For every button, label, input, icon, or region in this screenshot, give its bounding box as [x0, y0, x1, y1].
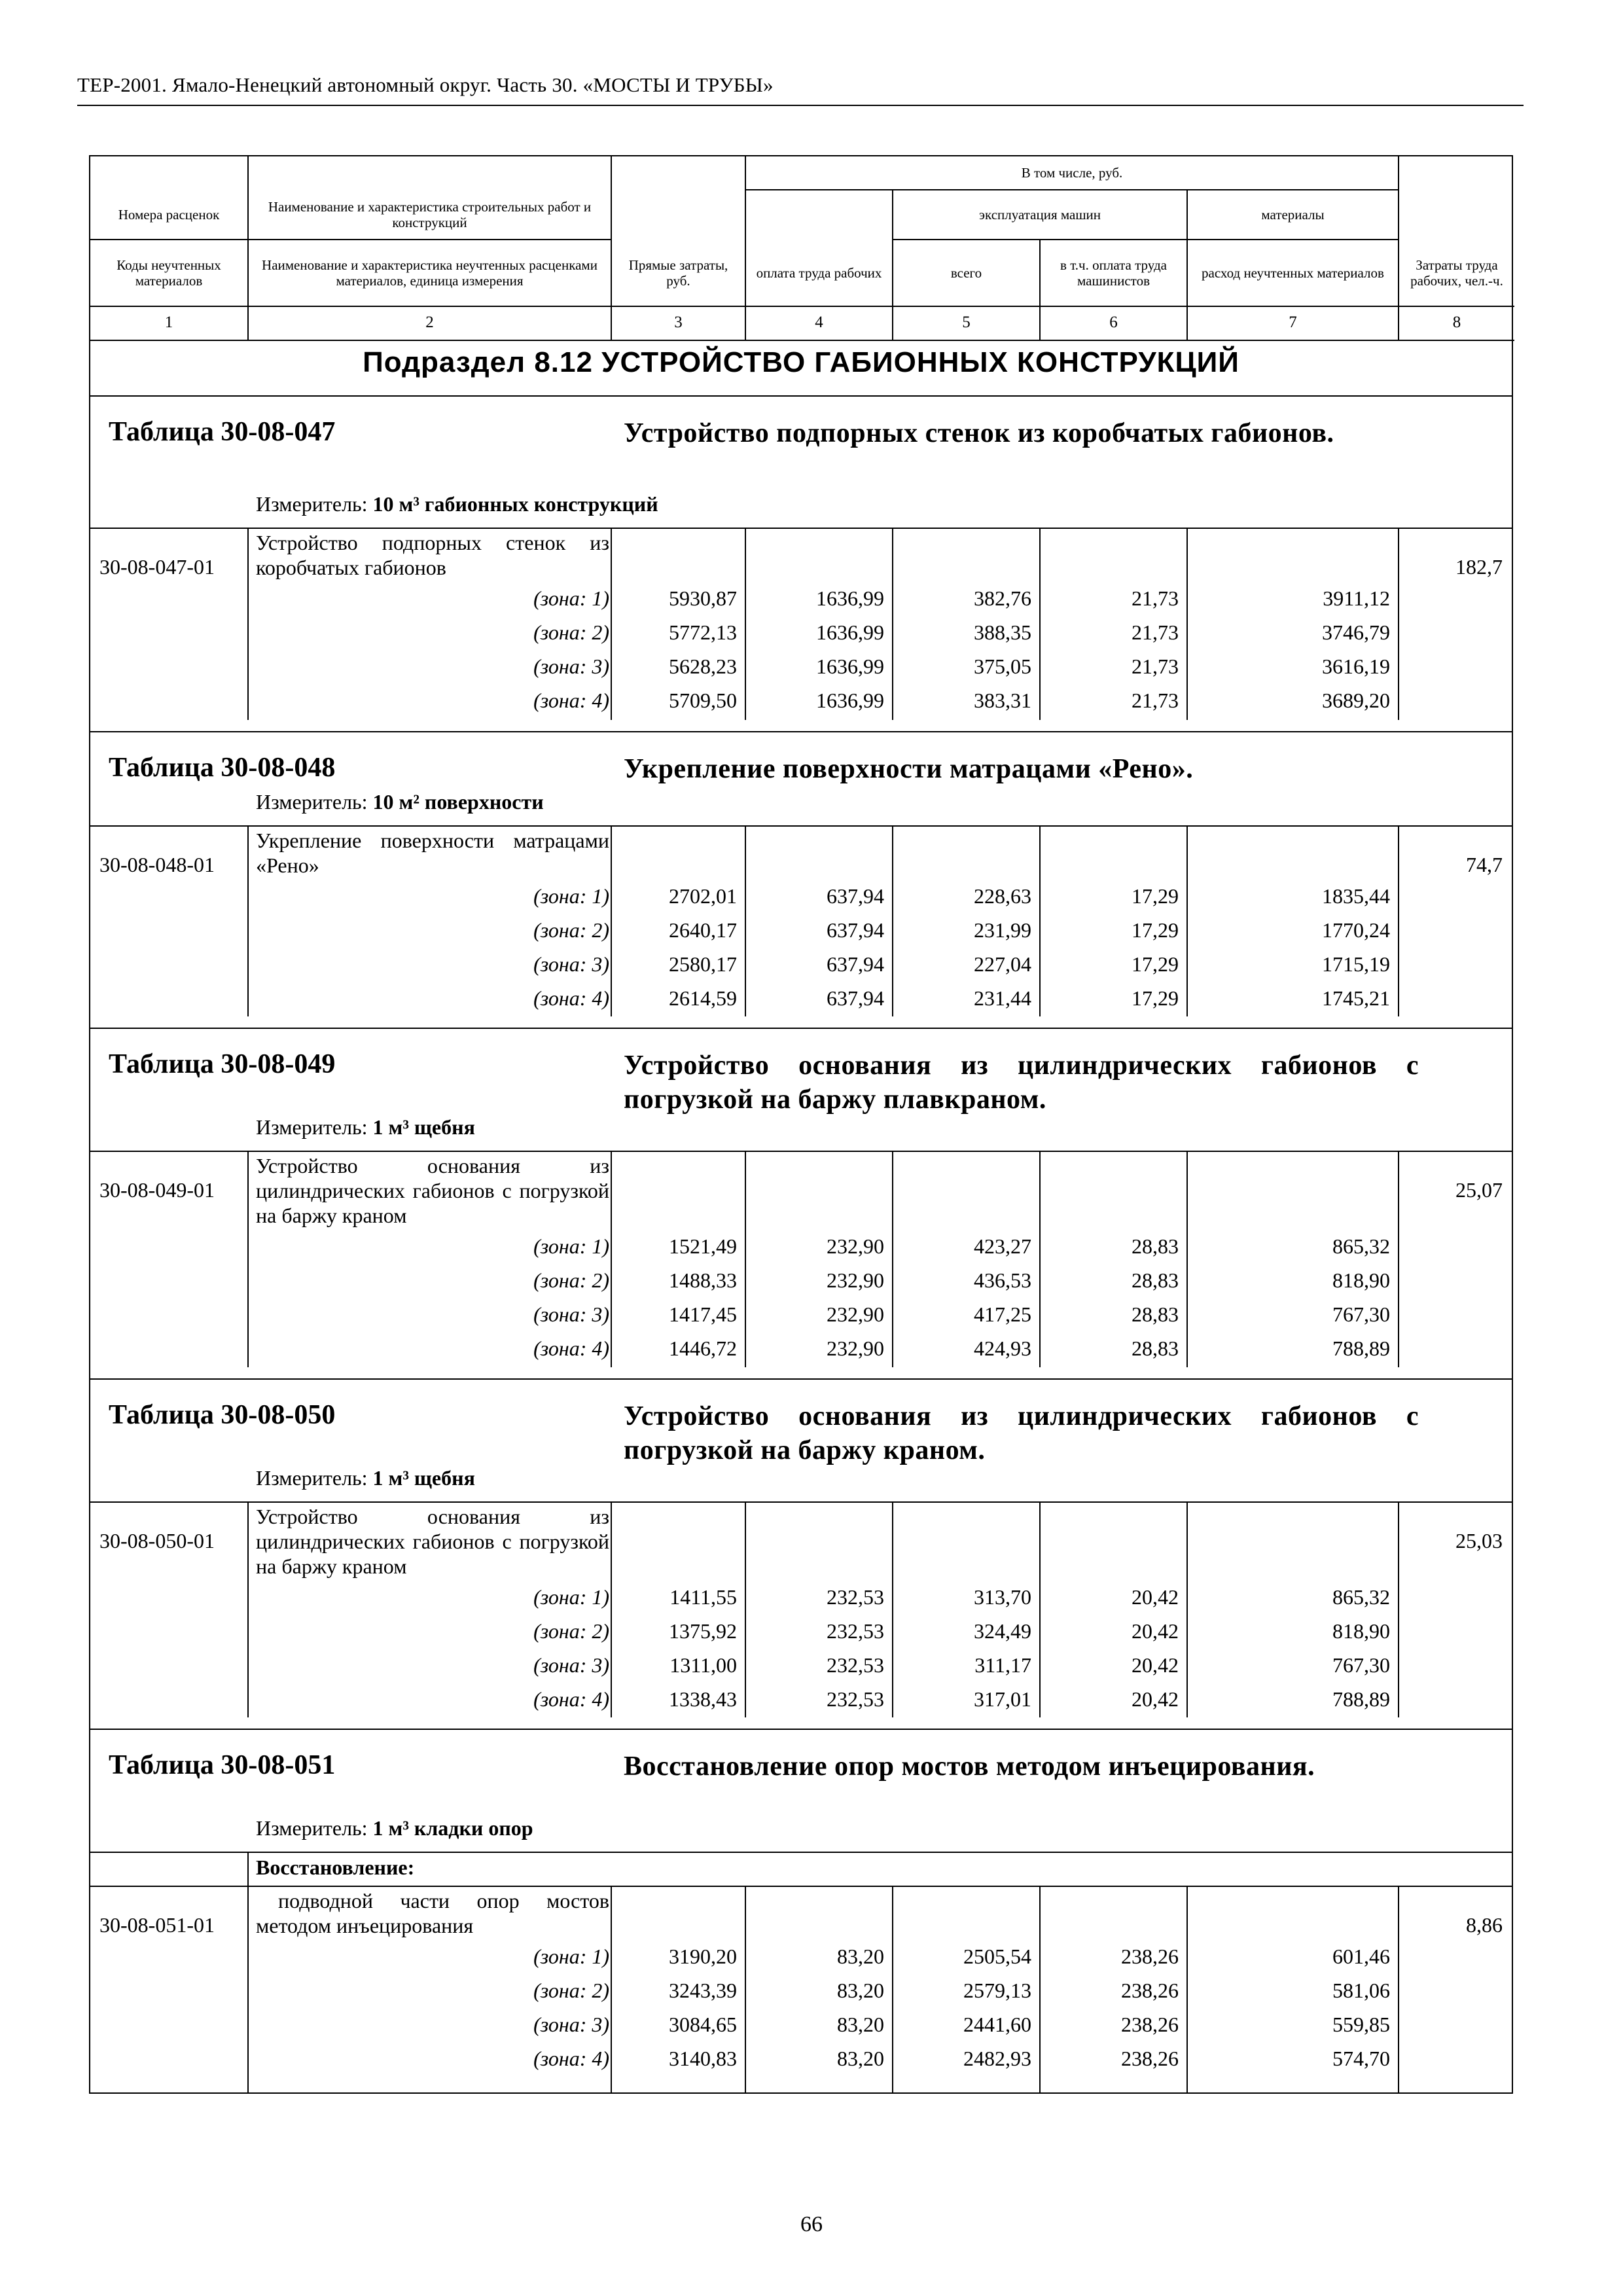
value-mach: 324,49 [974, 1619, 1031, 1643]
zone-row [90, 879, 1512, 913]
value-mach-wages: 238,26 [1121, 2013, 1179, 2036]
zone-row [90, 1939, 1512, 1973]
value-mach-wages: 238,26 [1121, 1945, 1179, 1968]
unit-label: Измеритель: [256, 1466, 368, 1490]
zone-row [90, 1263, 1512, 1297]
value-mach: 388,35 [974, 620, 1031, 644]
value-wages: 232,90 [827, 1268, 884, 1292]
table-separator [90, 1028, 1512, 1029]
unit-of-measure [256, 790, 544, 814]
value-mach: 231,44 [974, 986, 1031, 1010]
zone-row [90, 913, 1512, 947]
table-separator [90, 731, 1512, 732]
value-mach: 424,93 [974, 1336, 1031, 1360]
value-wages: 1636,99 [816, 689, 884, 712]
header-col2-top: Наименование и характеристика строительных работ и конструкций [268, 199, 592, 230]
row-rule [90, 1501, 1512, 1503]
zone-label: (зона: 2) [533, 620, 609, 644]
unit-label: Измеритель: [256, 1115, 368, 1139]
value-wages: 637,94 [827, 884, 884, 908]
zone-row [90, 615, 1512, 649]
value-wages: 232,90 [827, 1302, 884, 1326]
value-wages: 232,53 [827, 1653, 884, 1677]
value-materials: 3746,79 [1322, 620, 1390, 644]
column-line [247, 1852, 249, 1886]
zone-label: (зона: 3) [533, 2013, 609, 2036]
header-grid-line [90, 340, 1514, 341]
zone-row [90, 1297, 1512, 1331]
header-machines: эксплуатация машин [979, 207, 1101, 223]
value-direct: 5772,13 [669, 620, 737, 644]
column-number: 7 [1289, 314, 1297, 331]
labor-cost: 8,86 [1466, 1913, 1503, 1937]
value-materials: 601,46 [1332, 1945, 1390, 1968]
value-materials: 3616,19 [1322, 655, 1390, 678]
value-direct: 1311,00 [669, 1653, 737, 1677]
value-mach: 383,31 [974, 689, 1031, 712]
zone-label: (зона: 4) [533, 689, 609, 712]
unit-value: 1 м³ кладки опор [372, 1816, 533, 1840]
unit-value: 10 м² поверхности [372, 790, 544, 814]
value-wages: 232,53 [827, 1687, 884, 1711]
value-mach: 436,53 [974, 1268, 1031, 1292]
header-col2-bottom: Наименование и характеристика неучтенных расценками материалов, единица измерения [262, 257, 597, 289]
zone-label: (зона: 4) [533, 1687, 609, 1711]
zone-row [90, 2007, 1512, 2041]
value-direct: 3084,65 [669, 2013, 737, 2036]
value-direct: 5628,23 [669, 655, 737, 678]
value-wages: 1636,99 [816, 655, 884, 678]
value-wages: 83,20 [837, 2013, 884, 2036]
value-wages: 232,90 [827, 1234, 884, 1258]
value-materials: 581,06 [1332, 1979, 1390, 2002]
table-number: Таблица 30-08-049 [109, 1049, 336, 1079]
value-mach: 227,04 [974, 952, 1031, 976]
table-separator [90, 1378, 1512, 1380]
value-mach-wages: 28,83 [1132, 1336, 1179, 1360]
header-col1-bottom: Коды неучтенных материалов [116, 257, 221, 289]
value-materials: 1770,24 [1322, 918, 1390, 942]
zone-label: (зона: 2) [533, 918, 609, 942]
value-direct: 1521,49 [669, 1234, 737, 1258]
value-direct: 1446,72 [669, 1336, 737, 1360]
value-mach-wages: 238,26 [1121, 1979, 1179, 2002]
value-mach: 228,63 [974, 884, 1031, 908]
header-col4: оплата труда рабочих [756, 265, 882, 281]
zone-label: (зона: 1) [533, 884, 609, 908]
value-materials: 1745,21 [1322, 986, 1390, 1010]
zone-row [90, 1580, 1512, 1614]
value-materials: 574,70 [1332, 2047, 1390, 2070]
value-mach: 2441,60 [963, 2013, 1031, 2036]
unit-of-measure [256, 1466, 475, 1490]
price-table [89, 155, 1513, 2094]
value-mach-wages: 17,29 [1132, 918, 1179, 942]
row-rule [90, 1151, 1512, 1152]
value-wages: 1636,99 [816, 586, 884, 610]
zone-row [90, 1614, 1512, 1648]
value-mach: 317,01 [974, 1687, 1031, 1711]
value-direct: 1338,43 [669, 1687, 737, 1711]
value-mach-wages: 17,29 [1132, 952, 1179, 976]
table-title: Устройство основания из цилиндрических габионов с погрузкой на баржу краном. [624, 1401, 1419, 1465]
value-mach-wages: 21,73 [1132, 620, 1179, 644]
rate-description: Устройство основания из цилиндрических габионов с погрузкой на баржу краном [256, 1154, 609, 1227]
value-mach-wages: 20,42 [1132, 1653, 1179, 1677]
value-materials: 1835,44 [1322, 884, 1390, 908]
zone-row [90, 581, 1512, 615]
value-mach: 423,27 [974, 1234, 1031, 1258]
value-mach-wages: 17,29 [1132, 986, 1179, 1010]
zone-label: (зона: 1) [533, 1945, 609, 1968]
value-wages: 83,20 [837, 1979, 884, 2002]
column-number: 6 [1109, 314, 1118, 331]
value-mach-wages: 28,83 [1132, 1234, 1179, 1258]
table-number: Таблица 30-08-051 [109, 1750, 336, 1780]
header-materials: материалы [1261, 207, 1325, 223]
value-mach-wages: 17,29 [1132, 884, 1179, 908]
value-materials: 865,32 [1332, 1585, 1390, 1609]
zone-label: (зона: 2) [533, 1619, 609, 1643]
value-mach: 417,25 [974, 1302, 1031, 1326]
value-materials: 1715,19 [1322, 952, 1390, 976]
labor-cost: 74,7 [1466, 853, 1503, 876]
value-mach-wages: 20,42 [1132, 1687, 1179, 1711]
value-mach: 231,99 [974, 918, 1031, 942]
row-rule [90, 528, 1512, 529]
value-mach-wages: 21,73 [1132, 655, 1179, 678]
table-number: Таблица 30-08-050 [109, 1400, 336, 1430]
row-rule [90, 1886, 1512, 1887]
zone-label: (зона: 1) [533, 586, 609, 610]
zone-label: (зона: 1) [533, 1585, 609, 1609]
column-number: 5 [962, 314, 971, 331]
value-materials: 767,30 [1332, 1653, 1390, 1677]
zone-label: (зона: 3) [533, 1653, 609, 1677]
value-mach: 313,70 [974, 1585, 1031, 1609]
value-materials: 788,89 [1332, 1687, 1390, 1711]
value-mach-wages: 28,83 [1132, 1302, 1179, 1326]
zone-row [90, 1973, 1512, 2007]
zone-row [90, 2041, 1512, 2075]
table-separator [90, 1729, 1512, 1730]
value-materials: 767,30 [1332, 1302, 1390, 1326]
subsection-title: Подраздел 8.12 УСТРОЙСТВО ГАБИОННЫХ КОНСТРУКЦИЙ [363, 346, 1240, 378]
header-col6: в т.ч. оплата труда машинистов [1060, 257, 1167, 289]
row-rule [90, 1852, 1512, 1853]
zone-label: (зона: 4) [533, 2047, 609, 2070]
value-direct: 1411,55 [669, 1585, 737, 1609]
value-materials: 818,90 [1332, 1619, 1390, 1643]
header-incl: В том числе, руб. [1021, 165, 1123, 181]
value-wages: 232,53 [827, 1585, 884, 1609]
zone-row [90, 1331, 1512, 1365]
labor-cost: 182,7 [1455, 555, 1503, 579]
unit-of-measure [256, 492, 658, 516]
rate-code: 30-08-051-01 [99, 1913, 215, 1937]
zone-label: (зона: 4) [533, 1336, 609, 1360]
zone-label: (зона: 3) [533, 1302, 609, 1326]
value-mach: 382,76 [974, 586, 1031, 610]
table-number: Таблица 30-08-048 [109, 753, 336, 783]
table-title: Укрепление поверхности матрацами «Рено». [624, 754, 1194, 784]
zone-row [90, 981, 1512, 1015]
value-wages: 637,94 [827, 952, 884, 976]
value-materials: 865,32 [1332, 1234, 1390, 1258]
value-direct: 5930,87 [669, 586, 737, 610]
rate-code: 30-08-047-01 [99, 555, 215, 579]
zone-label: (зона: 2) [533, 1979, 609, 2002]
unit-label: Измеритель: [256, 492, 368, 516]
value-mach-wages: 20,42 [1132, 1585, 1179, 1609]
value-materials: 788,89 [1332, 1336, 1390, 1360]
labor-cost: 25,07 [1455, 1178, 1503, 1202]
value-direct: 2580,17 [669, 952, 737, 976]
table-title: Устройство подпорных стенок из коробчатых габионов. [624, 418, 1334, 448]
table-title: Восстановление опор мостов методом инъецирования. [624, 1751, 1315, 1782]
value-mach-wages: 21,73 [1132, 689, 1179, 712]
value-mach: 2482,93 [963, 2047, 1031, 2070]
value-mach: 2579,13 [963, 1979, 1031, 2002]
rate-description: подводной части опор мостов методом инъецирования [256, 1889, 609, 1937]
value-direct: 1417,45 [669, 1302, 737, 1326]
header-col8: Затраты труда рабочих, чел.-ч. [1410, 257, 1503, 289]
header-rule [77, 105, 1524, 106]
unit-label: Измеритель: [256, 790, 368, 814]
unit-of-measure [256, 1115, 475, 1139]
value-wages: 637,94 [827, 918, 884, 942]
value-direct: 3140,83 [669, 2047, 737, 2070]
value-mach-wages: 238,26 [1121, 2047, 1179, 2070]
header-col5: всего [950, 265, 982, 281]
value-direct: 3243,39 [669, 1979, 737, 2002]
row-rule [90, 825, 1512, 827]
rate-description: Устройство основания из цилиндрических габионов с погрузкой на баржу краном [256, 1505, 609, 1578]
value-mach: 311,17 [974, 1653, 1031, 1677]
value-materials: 3911,12 [1323, 586, 1390, 610]
value-direct: 1375,92 [669, 1619, 737, 1643]
group-subheading: Восстановление: [256, 1856, 415, 1879]
column-number: 1 [164, 314, 173, 331]
column-number: 2 [425, 314, 434, 331]
value-wages: 83,20 [837, 1945, 884, 1968]
zone-label: (зона: 1) [533, 1234, 609, 1258]
value-wages: 232,90 [827, 1336, 884, 1360]
rate-description: Укрепление поверхности матрацами «Рено» [256, 829, 609, 877]
table-number: Таблица 30-08-047 [109, 417, 336, 447]
zone-row [90, 649, 1512, 683]
zone-label: (зона: 3) [533, 952, 609, 976]
zone-row [90, 1682, 1512, 1716]
value-direct: 5709,50 [669, 689, 737, 712]
table-separator [90, 395, 1512, 397]
labor-cost: 25,03 [1455, 1529, 1503, 1552]
value-direct: 1488,33 [669, 1268, 737, 1292]
value-mach: 375,05 [974, 655, 1031, 678]
value-wages: 1636,99 [816, 620, 884, 644]
value-materials: 559,85 [1332, 2013, 1390, 2036]
value-direct: 2702,01 [669, 884, 737, 908]
unit-value: 1 м³ щебня [372, 1115, 475, 1139]
zone-row [90, 1229, 1512, 1263]
value-materials: 3689,20 [1322, 689, 1390, 712]
zone-label: (зона: 3) [533, 655, 609, 678]
value-mach-wages: 28,83 [1132, 1268, 1179, 1292]
column-number: 8 [1452, 314, 1461, 331]
value-mach: 2505,54 [963, 1945, 1031, 1968]
unit-of-measure [256, 1816, 533, 1840]
column-number: 3 [674, 314, 683, 331]
rate-code: 30-08-048-01 [99, 853, 215, 876]
unit-value: 1 м³ щебня [372, 1466, 475, 1490]
value-direct: 2614,59 [669, 986, 737, 1010]
value-mach-wages: 20,42 [1132, 1619, 1179, 1643]
rate-code: 30-08-050-01 [99, 1529, 215, 1552]
value-wages: 232,53 [827, 1619, 884, 1643]
page-number: 66 [800, 2212, 823, 2236]
rate-code: 30-08-049-01 [99, 1178, 215, 1202]
value-direct: 2640,17 [669, 918, 737, 942]
zone-row [90, 683, 1512, 717]
column-number: 4 [815, 314, 823, 331]
value-wages: 637,94 [827, 986, 884, 1010]
header-col1-top: Номера расценок [118, 207, 220, 223]
zone-label: (зона: 2) [533, 1268, 609, 1292]
header-col3: Прямые затраты, руб. [628, 257, 728, 289]
zone-row [90, 947, 1512, 981]
running-head: ТЕР-2001. Ямало-Ненецкий автономный округ. Часть 30. «МОСТЫ И ТРУБЫ» [77, 73, 774, 96]
zone-label: (зона: 4) [533, 986, 609, 1010]
header-col7: расход неучтенных материалов [1202, 265, 1384, 281]
rate-description: Устройство подпорных стенок из коробчатых габионов [256, 531, 609, 579]
value-materials: 818,90 [1332, 1268, 1390, 1292]
unit-label: Измеритель: [256, 1816, 368, 1840]
value-mach-wages: 21,73 [1132, 586, 1179, 610]
value-wages: 83,20 [837, 2047, 884, 2070]
value-direct: 3190,20 [669, 1945, 737, 1968]
zone-row [90, 1648, 1512, 1682]
table-title: Устройство основания из цилиндрических габионов с погрузкой на баржу плавкраном. [624, 1050, 1419, 1115]
unit-value: 10 м³ габионных конструкций [372, 492, 658, 516]
